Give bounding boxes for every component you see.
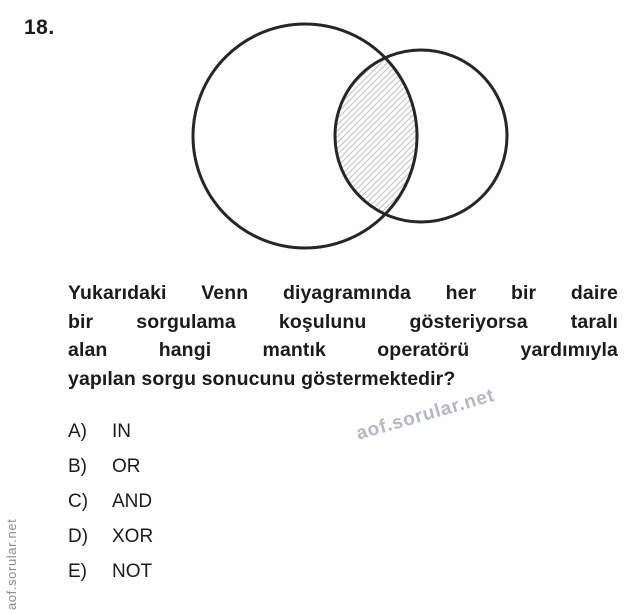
option-e (68, 562, 153, 582)
option-label: XOR (112, 526, 154, 547)
options-list (68, 422, 153, 597)
option-letter: C) (68, 491, 89, 512)
question-text (68, 279, 618, 393)
watermark-diagonal: aof.sorular.net (353, 385, 498, 445)
option-letter: E) (68, 561, 87, 582)
option-c (68, 492, 153, 512)
option-label: AND (112, 491, 153, 512)
question-number: 18. (24, 16, 55, 39)
venn-diagram (0, 0, 640, 270)
option-letter: D) (68, 526, 89, 547)
question-line: bir sorgulama koşulunu gösteriyorsa taralı (68, 310, 618, 333)
question-line: Yukarıdaki Venn diyagramında her bir daire (68, 282, 618, 304)
option-letter: B) (68, 456, 87, 477)
option-label: IN (112, 421, 131, 442)
option-b (68, 457, 153, 477)
question-line: yapılan sorgu sonucunu göstermektedir? (68, 367, 456, 390)
watermark-vertical: aof.sorular.net (4, 518, 19, 610)
option-letter: A) (68, 421, 87, 442)
option-a (68, 422, 153, 442)
option-label: OR (112, 456, 141, 477)
option-d (68, 527, 153, 547)
question-line: alan hangi mantık operatörü yardımıyla (68, 339, 618, 362)
option-label: NOT (112, 561, 153, 582)
